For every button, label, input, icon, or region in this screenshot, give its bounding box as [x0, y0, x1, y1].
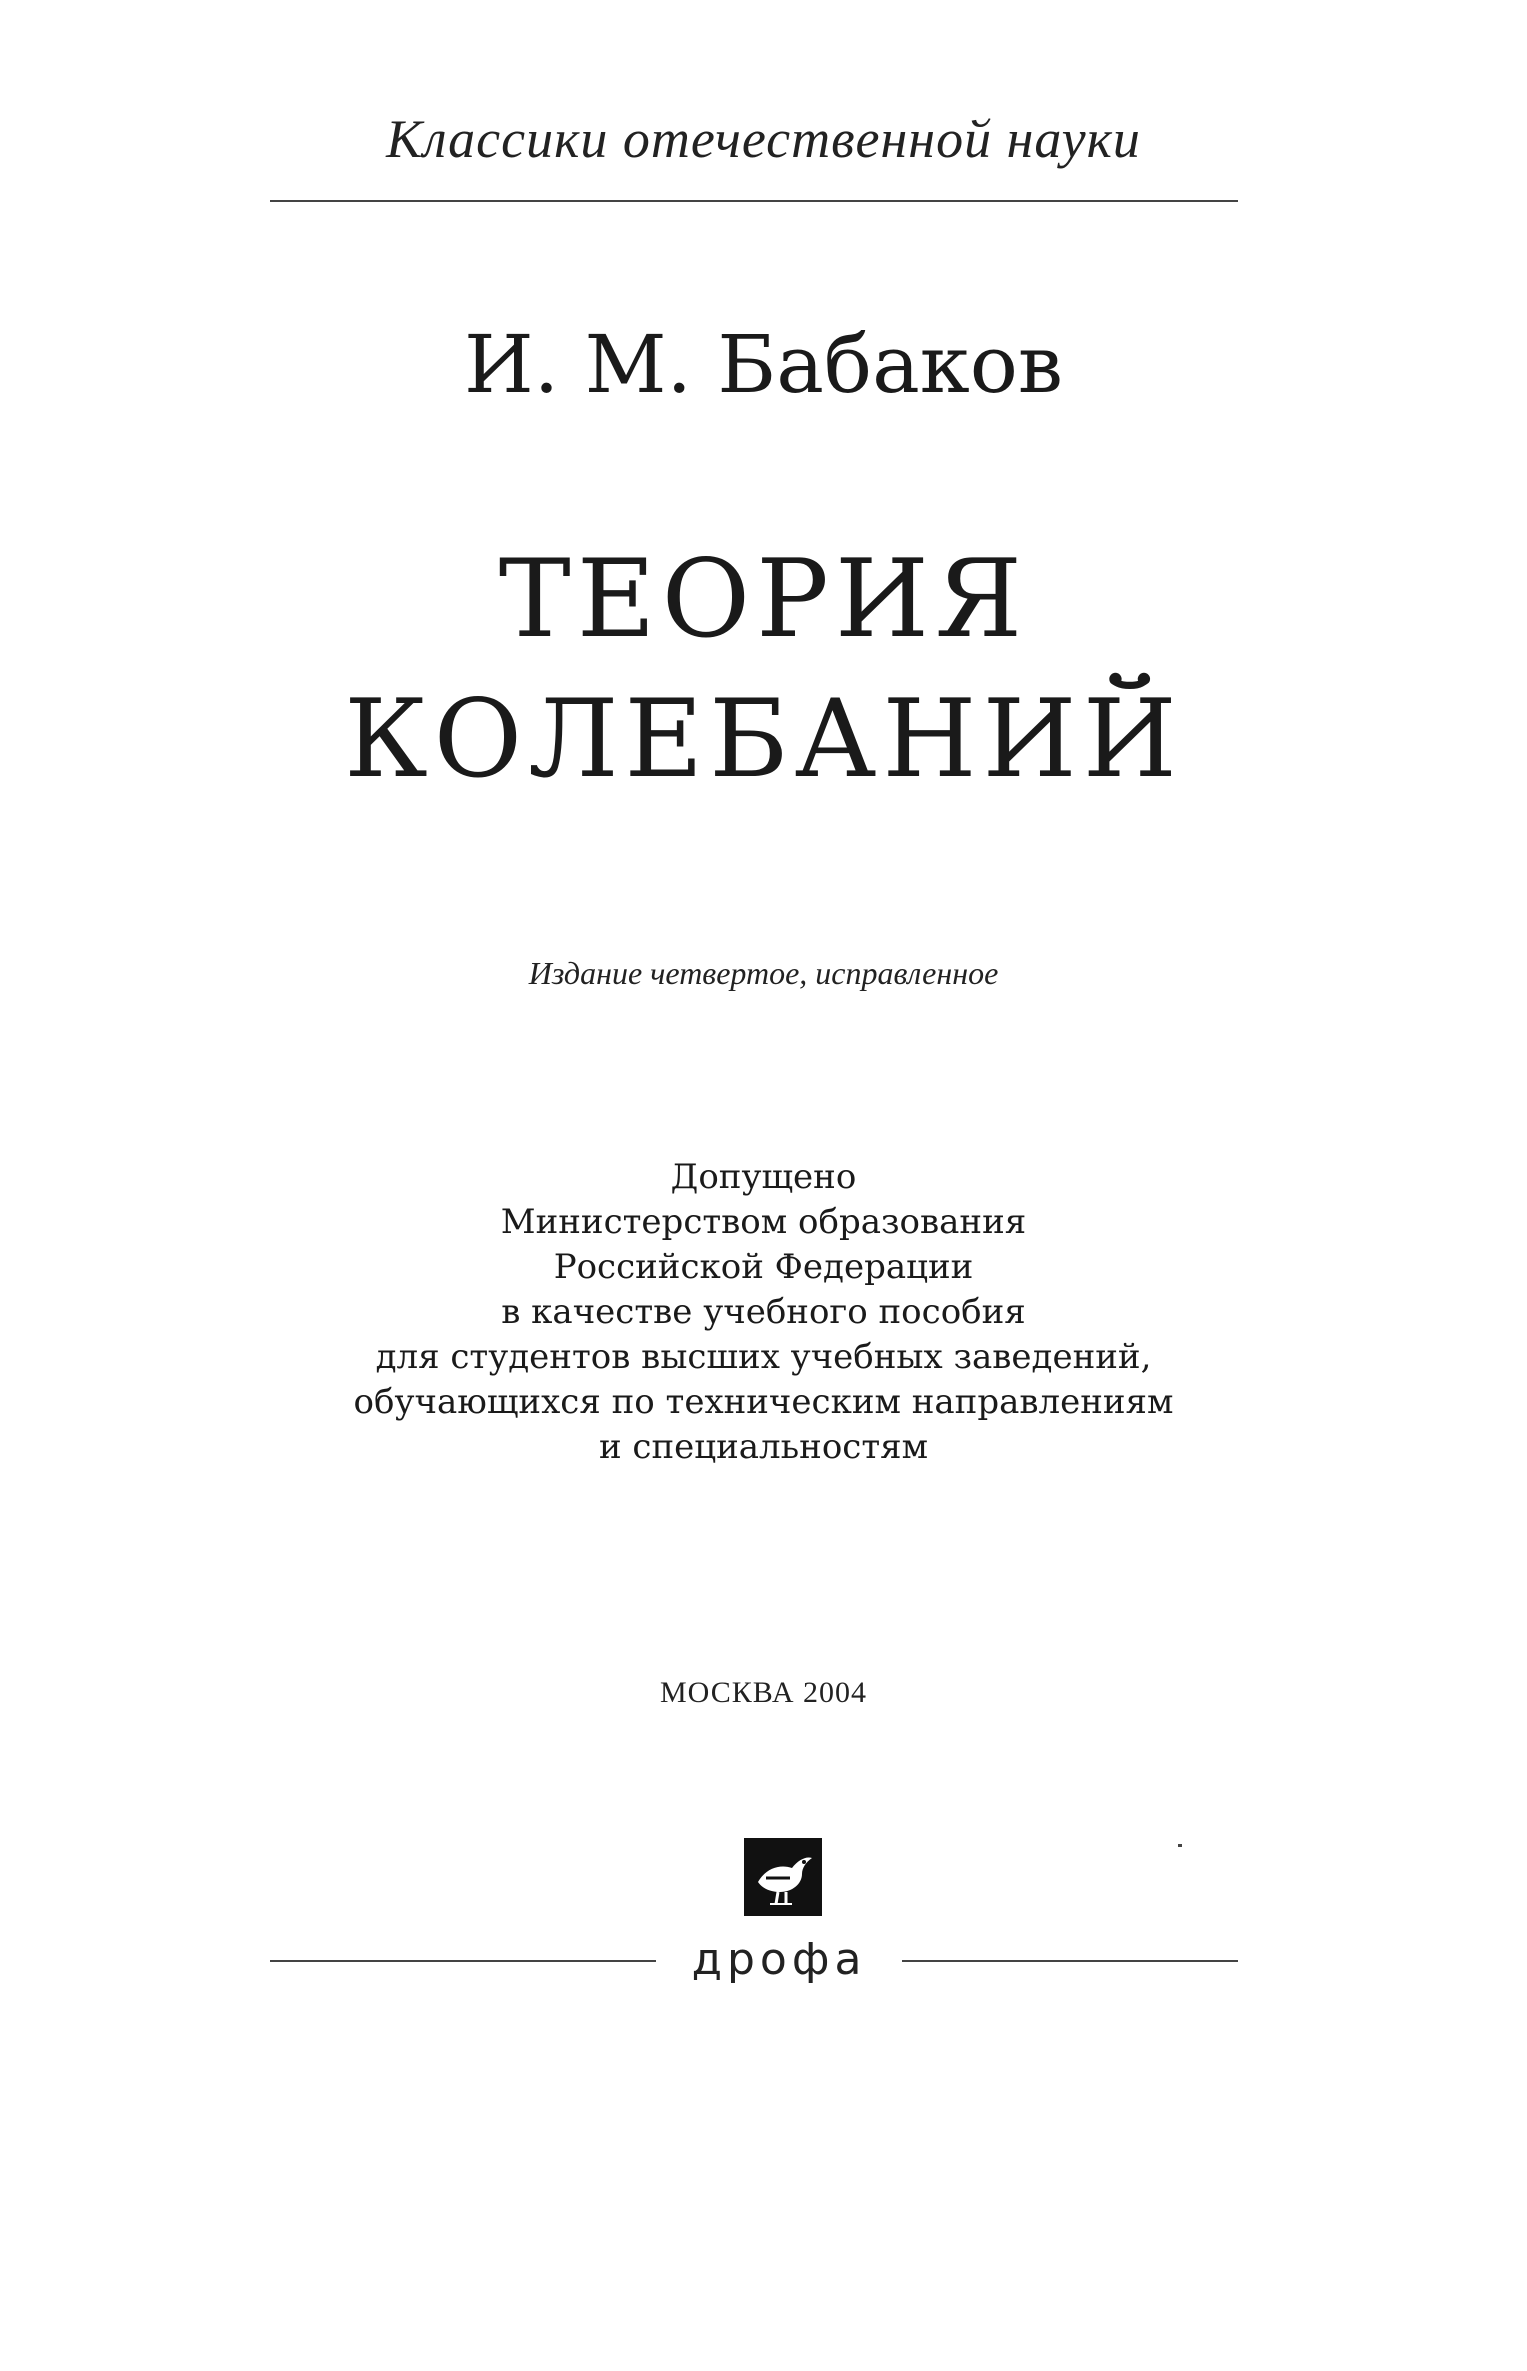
book-title	[0, 530, 1527, 810]
bottom-divider-right	[902, 1960, 1238, 1962]
approval-line: и специальностям	[598, 1427, 929, 1467]
approval-statement	[0, 1155, 1527, 1470]
approval-line: для студентов высших учебных заведений,	[375, 1337, 1152, 1377]
top-divider	[270, 200, 1238, 202]
approval-line: Министерством образования	[500, 1202, 1027, 1242]
series-title: Классики отечественной науки	[386, 109, 1141, 169]
bottom-divider-left	[270, 1960, 656, 1962]
approval-line: Допущено	[670, 1157, 857, 1197]
author-name: И. М. Бабаков	[464, 318, 1063, 411]
edition-note: Издание четвертое, исправленное	[528, 955, 999, 991]
approval-line: Российской Федерации	[553, 1247, 974, 1287]
print-speck	[1178, 1844, 1182, 1847]
book-title-line-2: КОЛЕБАНИЙ	[344, 677, 1183, 802]
publisher-row	[270, 1930, 1238, 1990]
publisher-name: дрофа	[691, 1934, 867, 1985]
city-year: МОСКВА 2004	[659, 1676, 867, 1709]
approval-line: в качестве учебного пособия	[501, 1292, 1026, 1332]
approval-line: обучающихся по техническим направлениям	[353, 1382, 1174, 1422]
publisher-bird-icon	[744, 1838, 822, 1916]
book-title-line-1: ТЕОРИЯ	[498, 537, 1029, 662]
